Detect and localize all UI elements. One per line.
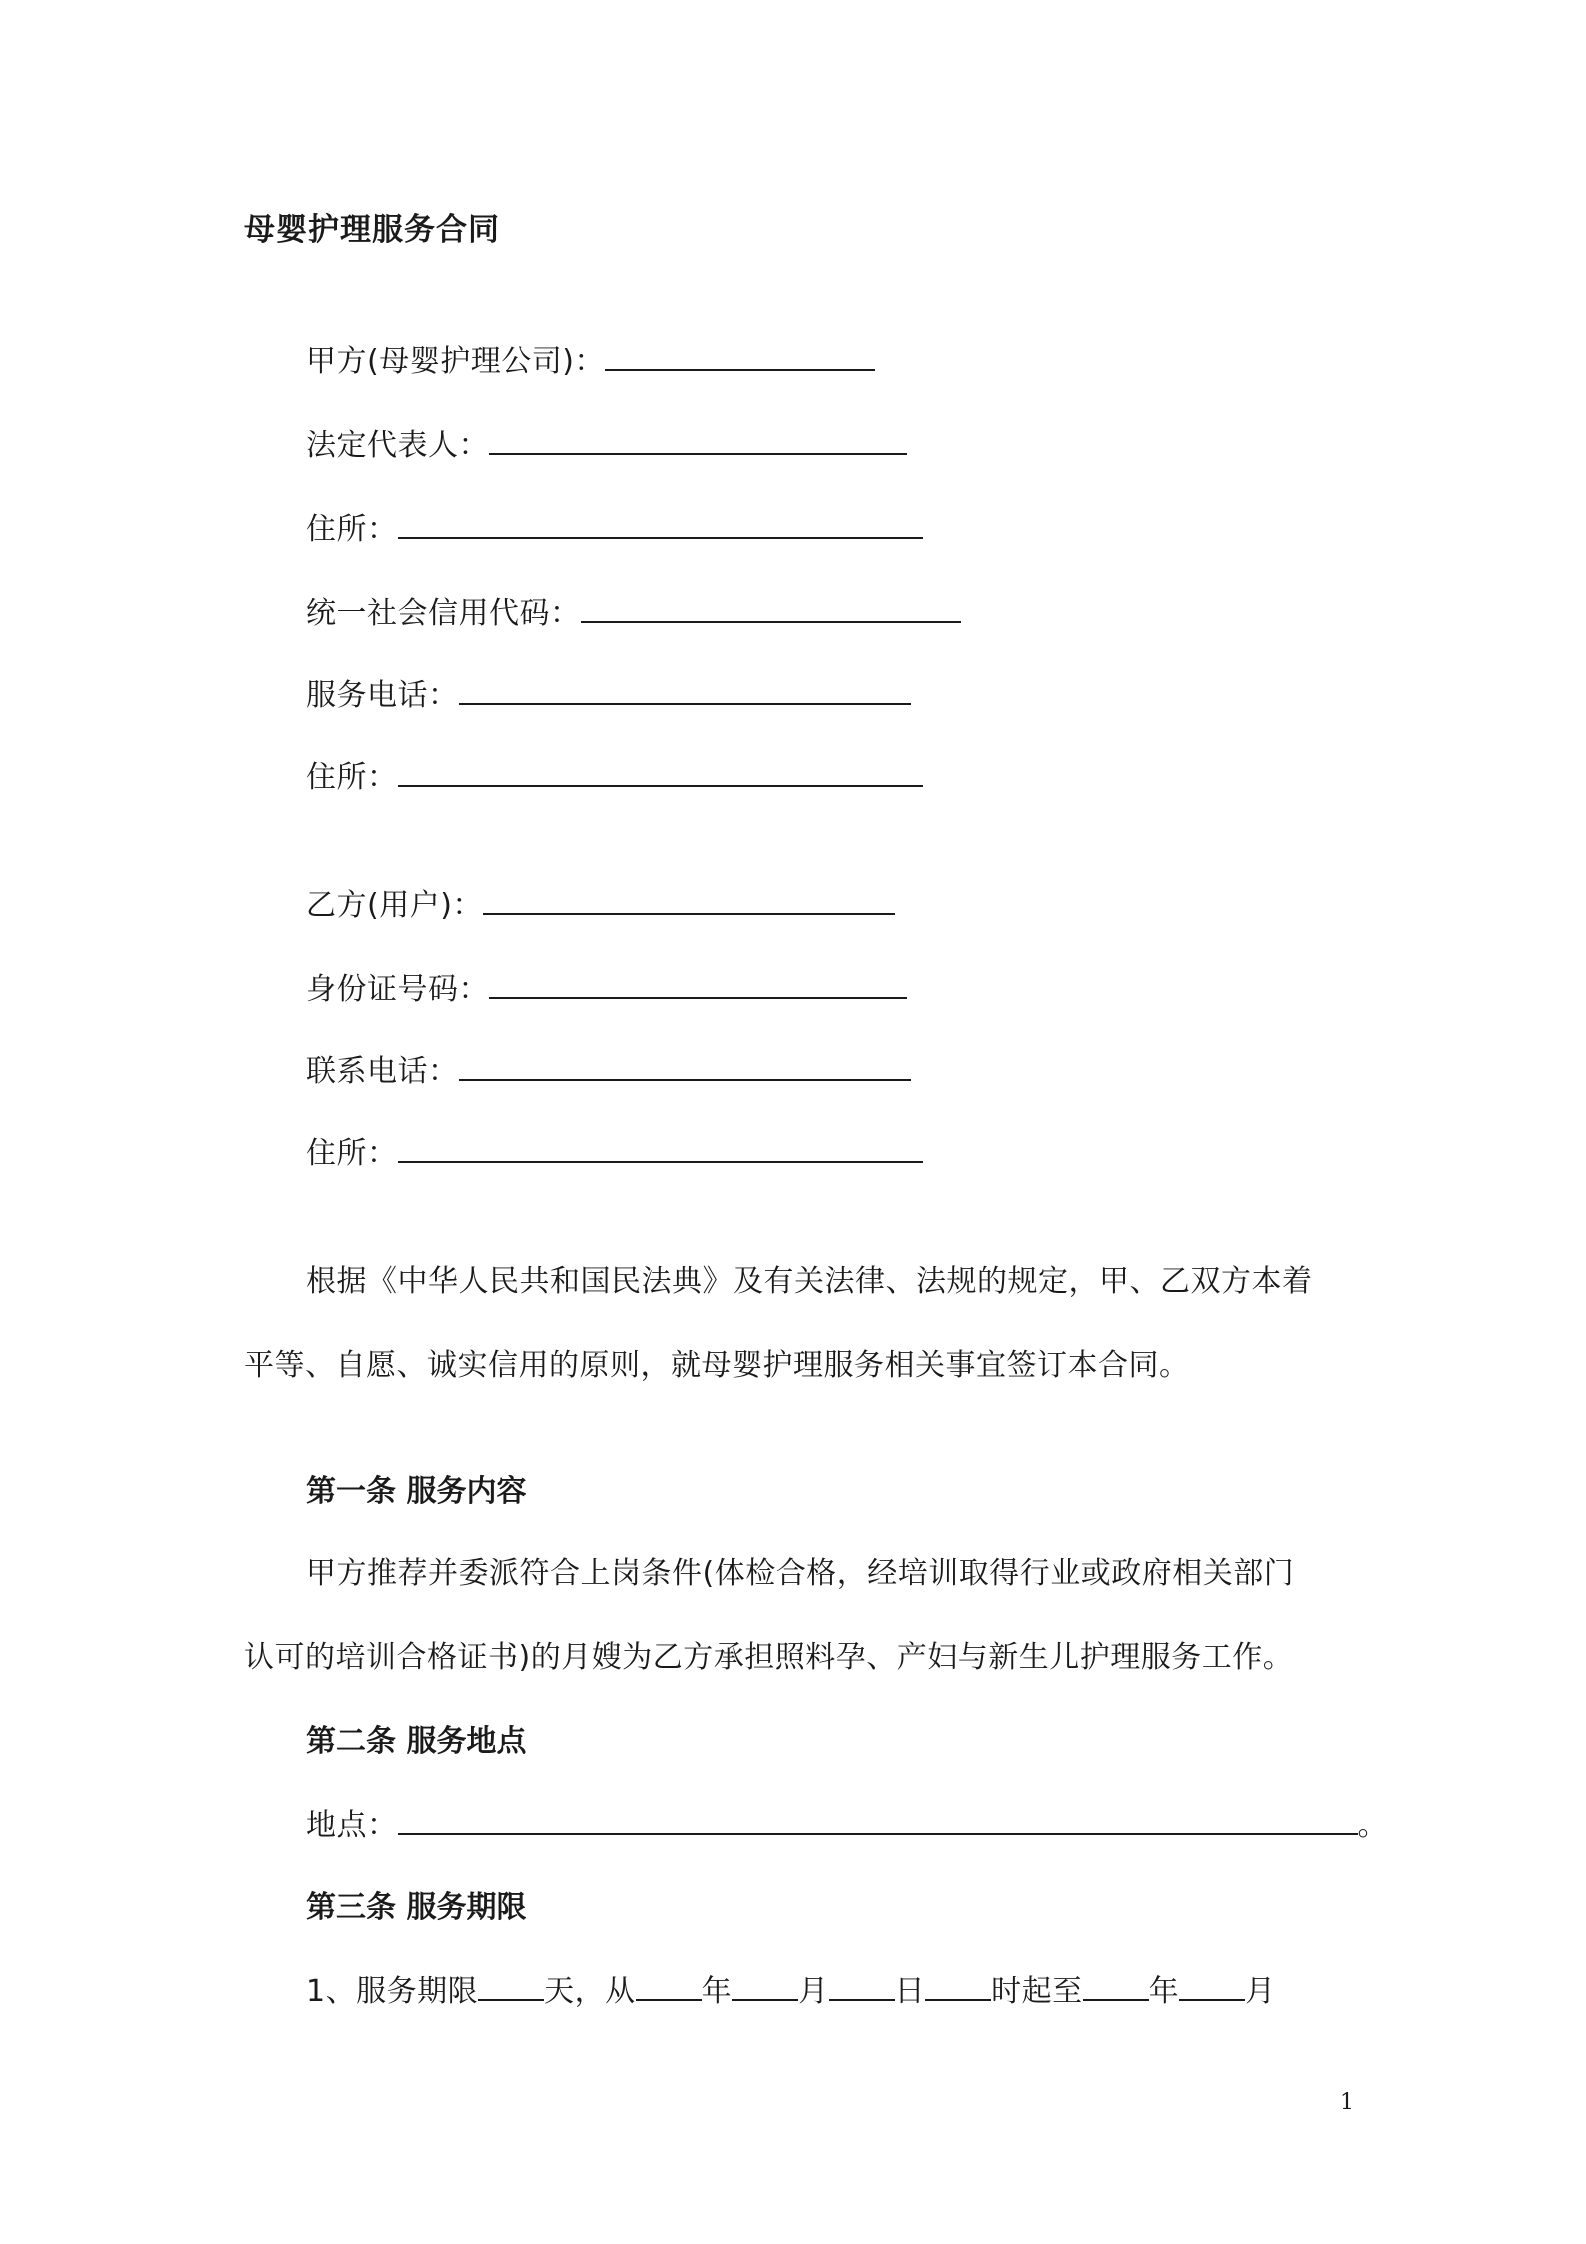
party-a-address2-blank[interactable] — [398, 755, 923, 787]
id-number-label: 身份证号码： — [306, 972, 489, 1007]
location-label: 地点： — [306, 1808, 398, 1843]
legal-rep-field — [306, 420, 907, 464]
party-a-address-field — [306, 504, 923, 548]
location-field — [306, 1800, 1388, 1844]
id-number-blank[interactable] — [489, 967, 907, 999]
party-b-name-field — [306, 880, 895, 924]
legal-rep-label: 法定代表人： — [306, 428, 489, 463]
party-a-name-label: 甲方(母婴护理公司)： — [306, 344, 605, 379]
location-blank[interactable] — [398, 1803, 1358, 1835]
start-hour-blank[interactable] — [925, 1969, 991, 2001]
days-label: 天，从 — [544, 1974, 636, 2009]
start-month-label: 月 — [798, 1974, 829, 2009]
party-a-name-field — [306, 336, 875, 380]
start-hour-label: 时起至 — [991, 1974, 1083, 2009]
article-1-line-2: 认可的培训合格证书)的月嫂为乙方承担照料孕、产妇与新生儿护理服务工作。 — [244, 1640, 1294, 1675]
start-day-label: 日 — [894, 1974, 926, 2009]
end-year-label: 年 — [1148, 1974, 1180, 2009]
start-month-blank[interactable] — [732, 1969, 798, 2001]
article-1-line-1: 甲方推荐并委派符合上岗条件(体检合格，经培训取得行业或政府相关部门 — [306, 1556, 1295, 1591]
party-b-name-blank[interactable] — [483, 883, 895, 915]
service-phone-label: 服务电话： — [306, 678, 459, 713]
service-term-line — [306, 1966, 1276, 2010]
end-month-label: 月 — [1245, 1974, 1276, 2009]
party-a-name-blank[interactable] — [605, 339, 875, 371]
contact-phone-field — [306, 1046, 911, 1090]
party-b-address-blank[interactable] — [398, 1131, 923, 1163]
location-end: 。 — [1357, 1808, 1388, 1843]
party-a-address2-field — [306, 752, 923, 796]
party-a-address-label: 住所： — [306, 512, 398, 547]
article-2-heading: 第二条 服务地点 — [306, 1724, 527, 1759]
party-b-name-label: 乙方(用户)： — [306, 888, 483, 923]
id-number-field — [306, 964, 907, 1008]
legal-rep-blank[interactable] — [489, 423, 907, 455]
contact-phone-label: 联系电话： — [306, 1054, 459, 1089]
service-phone-blank[interactable] — [459, 673, 911, 705]
end-year-blank[interactable] — [1083, 1969, 1149, 2001]
credit-code-field — [306, 588, 961, 632]
article-3-heading: 第三条 服务期限 — [306, 1890, 527, 1925]
page-number: 1 — [1340, 2090, 1354, 2115]
start-day-blank[interactable] — [829, 1969, 895, 2001]
party-b-address-field — [306, 1128, 923, 1172]
document-title: 母婴护理服务合同 — [244, 212, 500, 248]
party-a-address-blank[interactable] — [398, 507, 923, 539]
credit-code-blank[interactable] — [581, 591, 961, 623]
end-month-blank[interactable] — [1179, 1969, 1245, 2001]
days-blank[interactable] — [478, 1969, 544, 2001]
party-a-address2-label: 住所： — [306, 760, 398, 795]
start-year-blank[interactable] — [636, 1969, 702, 2001]
preamble-line-2: 平等、自愿、诚实信用的原则，就母婴护理服务相关事宜签订本合同。 — [244, 1348, 1190, 1383]
service-phone-field — [306, 670, 911, 714]
preamble-line-1: 根据《中华人民共和国民法典》及有关法律、法规的规定，甲、乙双方本着 — [306, 1264, 1313, 1299]
contact-phone-blank[interactable] — [459, 1049, 911, 1081]
party-b-address-label: 住所： — [306, 1136, 398, 1171]
article-1-heading: 第一条 服务内容 — [306, 1474, 527, 1509]
start-year-label: 年 — [701, 1974, 733, 2009]
service-term-prefix: 1、服务期限 — [306, 1974, 479, 2009]
credit-code-label: 统一社会信用代码： — [306, 596, 581, 631]
